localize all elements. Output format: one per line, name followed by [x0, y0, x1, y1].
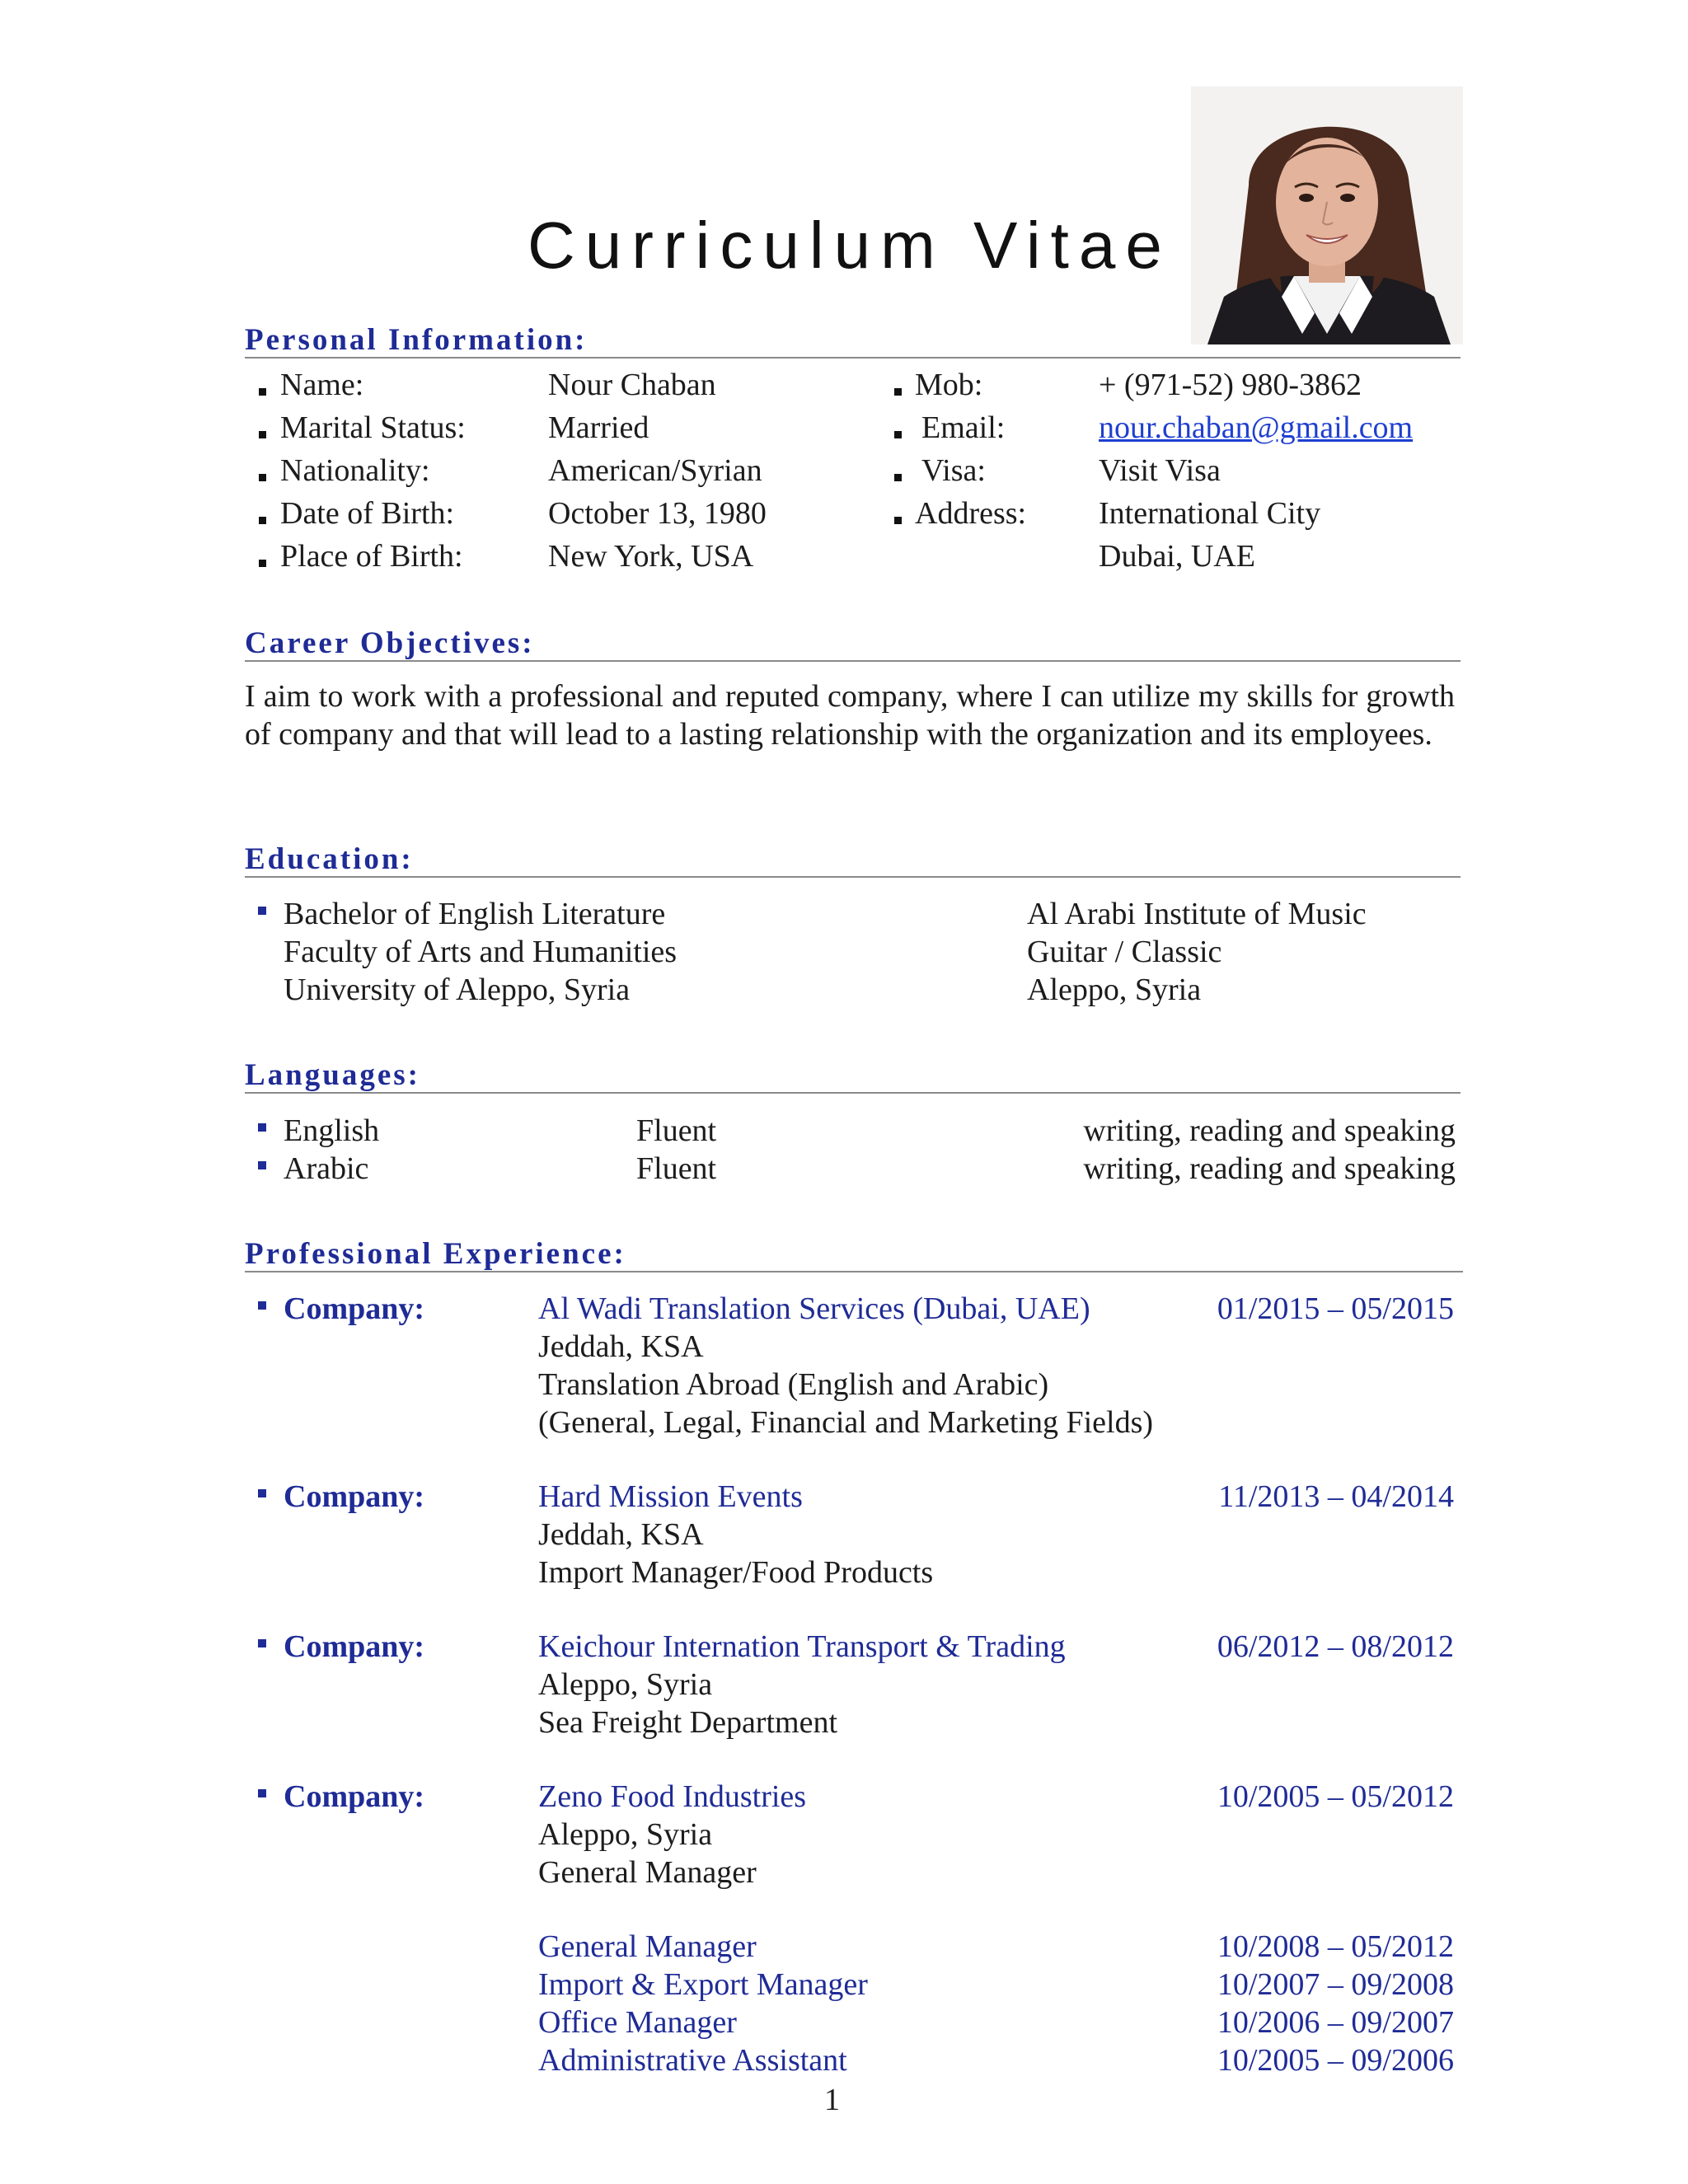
bullet-icon [258, 1489, 266, 1497]
section-heading-personal: Personal Information: [245, 325, 1461, 359]
date-of-birth-label: Date of Birth: [280, 496, 455, 531]
company-location: Jeddah, KSA [538, 1329, 704, 1364]
company-detail: (General, Legal, Financial and Marketing Fields) [538, 1405, 1154, 1440]
company-location: Aleppo, Syria [538, 1817, 713, 1852]
bullet-icon [894, 517, 902, 524]
place-of-birth-value: New York, USA [548, 539, 754, 574]
bullet-icon [894, 474, 902, 481]
role-dates: 10/2008 – 05/2012 [1217, 1929, 1454, 1964]
bullet-icon [258, 1123, 266, 1132]
language-level: Fluent [636, 1113, 717, 1148]
name-value: Nour Chaban [548, 368, 716, 402]
nationality-value: American/Syrian [548, 453, 762, 488]
visa-label: Visa: [921, 453, 986, 488]
company-label: Company: [284, 1629, 425, 1664]
role-title: Administrative Assistant [538, 2043, 847, 2078]
company-role: Sea Freight Department [538, 1705, 838, 1740]
address-label: Address: [915, 496, 1027, 531]
role-title: Import & Export Manager [538, 1967, 868, 2002]
section-heading-career: Career Objectives: [245, 628, 1461, 662]
company-name: Zeno Food Industries [538, 1779, 807, 1814]
bullet-icon [259, 388, 266, 396]
mobile-label: Mob: [915, 368, 983, 402]
education-degree: Bachelor of English Literature [284, 897, 666, 931]
education-university: University of Aleppo, Syria [284, 972, 631, 1007]
role-dates: 10/2006 – 09/2007 [1217, 2005, 1454, 2040]
marital-status-value: Married [548, 410, 649, 445]
profile-photo [1191, 87, 1463, 344]
section-heading-experience: Professional Experience: [245, 1239, 1463, 1272]
bullet-icon [894, 431, 902, 438]
company-label: Company: [284, 1479, 425, 1514]
portrait-image [1191, 87, 1463, 344]
bullet-icon [258, 907, 266, 915]
bullet-icon [258, 1161, 266, 1169]
career-objective-text: I aim to work with a professional and reputed company, where I can utilize my skills for growth of company and that will lead to a lasting relationship with the organization and its employees. [245, 679, 1455, 752]
language-name: English [284, 1113, 380, 1148]
bullet-icon [894, 388, 902, 396]
role-title: General Manager [538, 1929, 757, 1964]
cv-title: Curriculum Vitae [528, 209, 1172, 282]
company-dates: 11/2013 – 04/2014 [1218, 1479, 1454, 1514]
language-skills: writing, reading and speaking [1083, 1113, 1456, 1148]
address-value: International City [1099, 496, 1321, 531]
email-label: Email: [921, 410, 1006, 445]
company-location: Jeddah, KSA [538, 1517, 704, 1552]
place-of-birth-label: Place of Birth: [280, 539, 463, 574]
company-dates: 10/2005 – 05/2012 [1217, 1779, 1454, 1814]
language-name: Arabic [284, 1151, 369, 1186]
section-heading-education: Education: [245, 844, 1461, 878]
education-location: Aleppo, Syria [1027, 972, 1202, 1007]
company-name: Al Wadi Translation Services (Dubai, UAE) [538, 1291, 1090, 1326]
role-title: Office Manager [538, 2005, 737, 2040]
company-role: General Manager [538, 1855, 757, 1890]
language-skills: writing, reading and speaking [1083, 1151, 1456, 1186]
bullet-icon [259, 474, 266, 481]
nationality-label: Nationality: [280, 453, 430, 488]
visa-value: Visit Visa [1099, 453, 1221, 488]
address-value-line2: Dubai, UAE [1099, 539, 1255, 574]
company-location: Aleppo, Syria [538, 1667, 713, 1702]
bullet-icon [259, 560, 266, 567]
education-faculty: Faculty of Arts and Humanities [284, 935, 678, 969]
bullet-icon [258, 1301, 266, 1310]
email-link[interactable]: nour.chaban@gmail.com [1099, 410, 1414, 445]
education-program: Guitar / Classic [1027, 935, 1222, 969]
page-number: 1 [824, 2083, 840, 2117]
company-role: Import Manager/Food Products [538, 1555, 934, 1590]
company-dates: 06/2012 – 08/2012 [1217, 1629, 1454, 1664]
date-of-birth-value: October 13, 1980 [548, 496, 767, 531]
bullet-icon [259, 431, 266, 438]
company-role: Translation Abroad (English and Arabic) [538, 1367, 1049, 1402]
bullet-icon [258, 1789, 266, 1797]
education-institute: Al Arabi Institute of Music [1027, 897, 1367, 931]
company-label: Company: [284, 1291, 425, 1326]
company-dates: 01/2015 – 05/2015 [1217, 1291, 1454, 1326]
role-dates: 10/2007 – 09/2008 [1217, 1967, 1454, 2002]
company-name: Hard Mission Events [538, 1479, 803, 1514]
role-dates: 10/2005 – 09/2006 [1217, 2043, 1454, 2078]
mobile-value: + (971-52) 980-3862 [1099, 368, 1362, 402]
company-label: Company: [284, 1779, 425, 1814]
bullet-icon [259, 517, 266, 524]
bullet-icon [258, 1639, 266, 1647]
name-label: Name: [280, 368, 364, 402]
section-heading-languages: Languages: [245, 1060, 1461, 1094]
company-name: Keichour Internation Transport & Trading [538, 1629, 1066, 1664]
marital-status-label: Marital Status: [280, 410, 466, 445]
language-level: Fluent [636, 1151, 717, 1186]
